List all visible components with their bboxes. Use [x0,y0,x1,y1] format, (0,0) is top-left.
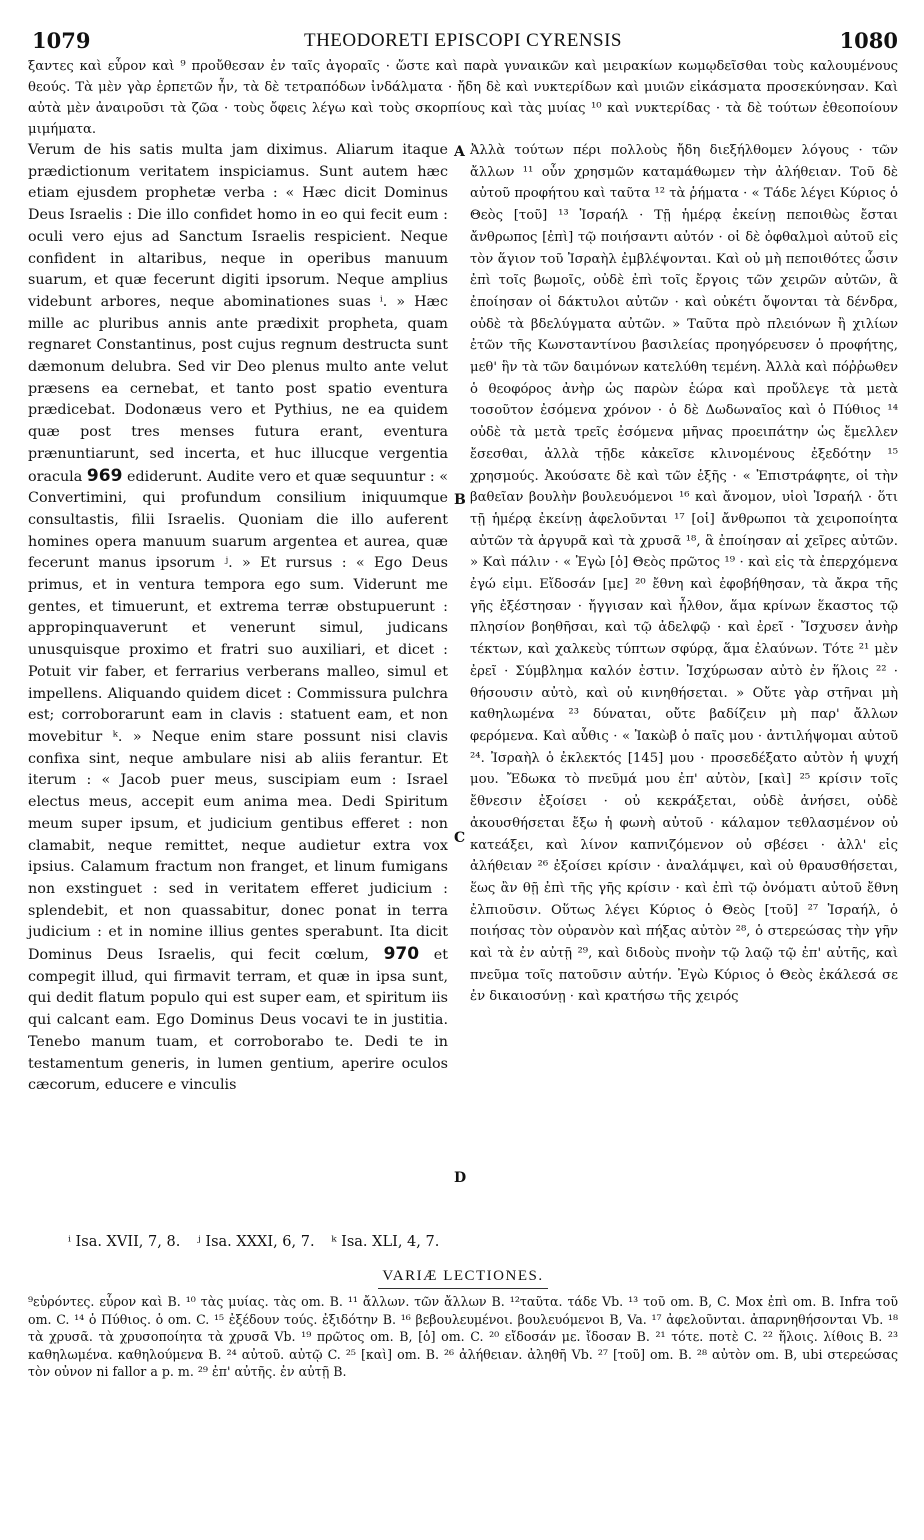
variae-lectiones-text: ⁹εὑρόντες. εὗρον καὶ B. ¹⁰ τὰς μυίας. τὰς om. B. ¹¹ ἄλλων. τῶν ἄλλων B. ¹²ταῦτα. τάδε Vb. ¹³ τοῦ om. B, C. Mox ἐπὶ om. B. Infra τοῦ om. C. ¹⁴ ὁ Πύθιος. ὁ om. C. ¹⁵ ἐξέδουν τούς. ἐξιδότην B. ¹⁶ βεβουλευμένοι. βουλευόμενοι B, Va. ¹⁷ ἀφελοῦνται. ἀπαρνηθήσονται Vb. ¹⁸ τὰ χρυσᾶ. τὰ χρυσοποίητα τὰ χρυσᾶ Vb. ¹⁹ πρῶτος om. B, [ὁ] om. C. ²⁰ εἴδοσάν με. ἴδοσαν B. ²¹ τότε. ποτὲ C. ²² ἥλοις. λίθοις B. ²³ καθηλωμένα. καθηλούμενα B. ²⁴ αὐτοῦ. αὐτῷ C. ²⁵ [καὶ] om. B. ²⁶ ἀλήθειαν. ἀληθῆ Vb. ²⁷ [τοῦ] om. B. ²⁸ αὐτὸν om. B, ubi στερεώσας τὸν οὐνον ni fallor a p. m. ²⁹ ἐπ' αὐτῆς. ἐν αὐτῇ B. [28,1294,898,1379]
heading-rule [378,1288,548,1289]
greek-continuation [28,56,898,140]
footnote-j: ʲ Isa. XXXI, 6, 7. [196,1234,315,1250]
latin-text [28,140,448,1097]
page-number-left: 1079 [32,28,91,53]
running-header [28,22,898,54]
running-title: THEODORETI EPISCOPI CYRENSIS [303,30,623,51]
scripture-footnotes [28,1234,898,1250]
footnote-i: ⁱ Isa. XVII, 7, 8. [68,1234,181,1250]
greek-top-text: ξαντες καὶ εὗρον καὶ ⁹ προὔθεσαν ἐν ταῖς ἀγοραῖς · ὥστε καὶ παρὰ γυναικῶν καὶ μειρακίων κωμῳδεῖσθαι τοὺς καλουμένους θεούς. Τὰ μὲν γὰρ ἑρπετῶν ἦν, τὰ δὲ τετραπόδων ἰνδάλματα · ἤδη δὲ καὶ νυκτερίδων καὶ μυιῶν εἰκάσματα προσεκύνησαν. Καὶ αὐτὰ μὲν ἀναιροῦσι τὰ ζῶα · τοὺς ὄφεις λέγω καὶ τοὺς σκορπίους καὶ τὰς μυίας ¹⁰ καὶ νυκτερίδας · τὰ δὲ τούτων ἐθεοποίουν μιμήματα. [28,59,898,137]
margin-letter-b: B [454,492,466,508]
two-column-body [28,140,898,1230]
migne-page-number-969: 969 [86,465,123,486]
page [28,22,898,1381]
greek-column [470,140,898,1008]
margin-letter-d: D [454,1170,467,1186]
footnote-k: ᵏ Isa. XLI, 4, 7. [331,1234,440,1250]
latin-text-part2: ediderunt. Audite vero et quæ sequuntur : « Convertimini, qui profundum consilium iniquumque consultastis, filii Israelis. Quoniam die illo auferent homines opera manuum suarum argentea et aurea, quæ fecerunt manus ipsorum ʲ. » Et rursus : « Ego Deus primus, et in ventura tempora ego sum. Viderunt me gentes, et timuerunt, et extrema terræ obstupuerunt : appropinquaverunt et venerunt simul, judicans unusquisque proximo et fratri suo auxiliari, et dicet : Potuit vir faber, et ferrarius verberans malleo, simul et impellens. Aliquando quidem dicet : Commissura pulchra est; corroborarunt eam in clavis : statuent eam, et non movebitur ᵏ. » Neque enim stare possunt nisi clavis confixa sint, neque ambulare nisi ab aliis ferantur. Et iterum : « Jacob puer meus, suscipiam eum : Israel electus meus, accepit eum anima mea. Dedi Spiritum meum super ipsum, et judicium gentibus efferet : non clamabit, neque remittet, neque audietur extra vox ipsius. Calamum fractum non franget, et linum fumigans non exstinguet : sed in veritatem efferet judicium : splendebit, et non quassabitur, donec ponat in terra judicium : et in nomine illius gentes sperabunt. Ita dicit Dominus Deus Israelis, qui fecit cœlum, [28,468,449,964]
latin-text-part3: et compegit illud, qui firmavit terram, et quæ in ipsa sunt, qui dedit flatum populo qui est super eam, et spiritum iis qui calcant eam. Ego Dominus Deus vocavi te in justitia. Tenebo manum tuam, et corroborabo te. Dedi te in testamentum generis, in lumen gentium, aperire oculos cæcorum, educere e vinculis [28,947,449,1094]
greek-text: Ἀλλὰ τούτων πέρι πολλοὺς ἤδη διεξήλθομεν λόγους · τῶν ἄλλων ¹¹ οὖν χρησμῶν καταμάθωμεν τὴν ἀλήθειαν. Τοῦ δὲ αὐτοῦ προφήτου καὶ ταῦτα ¹² τὰ ῥήματα · « Τάδε λέγει Κύριος ὁ Θεὸς [τοῦ] ¹³ Ἰσραήλ · Τῇ ἡμέρᾳ ἐκείνῃ πεποιθὼς ἔσται ἄνθρωπος [ἐπὶ] τῷ ποιήσαντι αὐτόν · οἱ δὲ ὀφθαλμοὶ αὐτοῦ εἰς τὸν ἅγιον τοῦ Ἰσραὴλ ἐμβλέψονται. Καὶ οὐ μὴ πεποιθότες ὦσιν ἐπὶ τοῖς βωμοῖς, οὐδὲ ἐπὶ τοῖς ἔργοις τῶν χειρῶν αὐτῶν, ἃ ἐποίησαν οἱ δάκτυλοι αὐτῶν · καὶ οὐκέτι ὄψονται τὰ δένδρα, οὐδὲ τὰ βδελύγματα αὐτῶν. » Ταῦτα πρὸ πλειόνων ἢ χιλίων ἐτῶν τῆς Κωνσταντίνου βασιλείας προηγόρευσεν ὁ προφήτης, μεθ' ἣν τὰ τῶν δαιμόνων κατελύθη τεμένη. Ἀλλὰ καὶ πόῤῥωθεν ὁ θεοφόρος ἀνὴρ ὡς παρὼν ἑώρα καὶ προὔλεγε τὰ μετὰ τοσοῦτον ἐσόμενα χρόνον · ὁ δὲ Δωδωναῖος καὶ ὁ Πύθιος ¹⁴ οὐδὲ τὰ μετὰ τρεῖς ἐσόμενα μῆνας προειπάτην ὡς ἔμελλεν ἔσεσθαι, ἀλλὰ τῇδε κἀκεῖσε κλινομένους ἐξεδότην ¹⁵ χρησμούς. Ἀκούσατε δὲ καὶ τῶν ἑξῆς · « Ἐπιστράφητε, οἱ τὴν βαθεῖαν βουλὴν βουλευόμενοι ¹⁶ καὶ ἄνομον, υἱοὶ Ἰσραήλ · ὅτι τῇ ἡμέρᾳ ἐκείνῃ ἀφελοῦνται ¹⁷ [οἱ] ἄνθρωποι τὰ χειροποίητα αὐτῶν τὰ ἀργυρᾶ καὶ τὰ χρυσᾶ ¹⁸, ἃ ἐποίησαν αἱ χεῖρες αὐτῶν. » Καὶ πάλιν · « Ἐγὼ [ὁ] Θεὸς πρῶτος ¹⁹ · καὶ εἰς τὰ ἐπερχόμενα ἐγώ εἰμι. Εἴδοσάν [με] ²⁰ ἔθνη καὶ ἐφοβήθησαν, τὰ ἄκρα τῆς γῆς ἐξέστησαν · ἤγγισαν καὶ ἦλθον, ἅμα κρίνων ἕκαστος τῷ πλησίον βοηθῆσαι, καὶ τῷ ἀδελφῷ · καὶ ἐρεῖ · Ἴσχυσεν ἀνὴρ τέκτων, καὶ χαλκεὺς τύπτων σφύρᾳ, ἅμα ἐλαύνων. Τότε ²¹ μὲν ἐρεῖ · Σύμβλημα καλόν ἐστιν. Ἰσχύρωσαν αὐτὸ ἐν ἥλοις ²² · θήσουσιν αὐτὸ, καὶ οὐ κινηθήσεται. » Οὔτε γὰρ στῆναι μὴ καθηλωμένα ²³ δύναται, οὔτε βαδίζειν μὴ παρ' ἄλλων φερόμενα. Καὶ αὖθις · « Ἰακὼβ ὁ παῖς μου · ἀντιλήψομαι αὐτοῦ ²⁴. Ἰσραὴλ ὁ ἐκλεκτός [145] μου · προσεδέξατο αὐτὸν ἡ ψυχή μου. Ἔδωκα τὸ πνεῦμά μου ἐπ' αὐτὸν, [καὶ] ²⁵ κρίσιν τοῖς ἔθνεσιν ἐξοίσει · οὐ κεκράξεται, οὐδὲ ἀνήσει, οὐδὲ ἀκουσθήσεται ἔξω ἡ φωνὴ αὐτοῦ · κάλαμον τεθλασμένον οὐ κατεάξει, καὶ λίνον καπνιζόμενον οὐ σβέσει · ἀλλ' εἰς ἀλήθειαν ²⁶ ἐξοίσει κρίσιν · ἀναλάμψει, καὶ οὐ θραυσθήσεται, ἕως ἂν θῇ ἐπὶ τῆς γῆς κρίσιν · καὶ ἐπὶ τῷ ὀνόματι αὐτοῦ ἔθνη ἐλπιοῦσιν. Οὕτως λέγει Κύριος ὁ Θεὸς [τοῦ] ²⁷ Ἰσραήλ, ὁ ποιήσας τὸν οὐρανὸν καὶ πήξας αὐτὸν ²⁸, ὁ στερεώσας τὴν γῆν καὶ τὰ ἐν αὐτῇ ²⁹, καὶ διδοὺς πνοὴν τῷ λαῷ τῷ ἐπ' αὐτῆς, καὶ πνεῦμα τοῖς πατοῦσιν αὐτήν. Ἐγὼ Κύριος ὁ Θεὸς ἐκάλεσά σε ἐν δικαιοσύνῃ · καὶ κρατήσω τῆς χειρός [470,143,898,1005]
margin-letter-c: C [454,830,466,846]
margin-letter-a: A [454,144,465,160]
latin-text-part1: Verum de his satis multa jam diximus. Aliarum itaque prædictionum veritatem inspiciamus. Sunt autem hæc etiam ejusdem prophetæ verba : « Hæc dicit Dominus Deus Israelis : Die illo confidet homo in eo qui fecit eum : oculi vero ejus ad Sanctum Israelis respicient. Neque confident in altaribus, neque in operibus manuum suarum, et quæ fecerunt digiti ipsorum. Neque amplius videbunt arbores, neque abominationes suas ⁱ. » Hæc mille ac pluribus annis ante prædixit propheta, quam regnaret Constantinus, post cujus regnum destructa sunt dæmonum delubra. Sed vir Deo plenus multo ante velut præsens ea cernebat, et tanto post spatio eventura prædicebat. Dodonæus vero et Pythius, ne ea quidem quæ post tres menses futura erant, eventura prænuntiarunt, sed incerta, et huc illucque vergentia oracula [28,142,448,485]
page-number-right: 1080 [839,28,898,53]
latin-column [28,140,448,1097]
variae-lectiones-heading: VARIÆ LECTIONES. [382,1268,544,1284]
migne-page-number-970: 970 [383,944,420,965]
